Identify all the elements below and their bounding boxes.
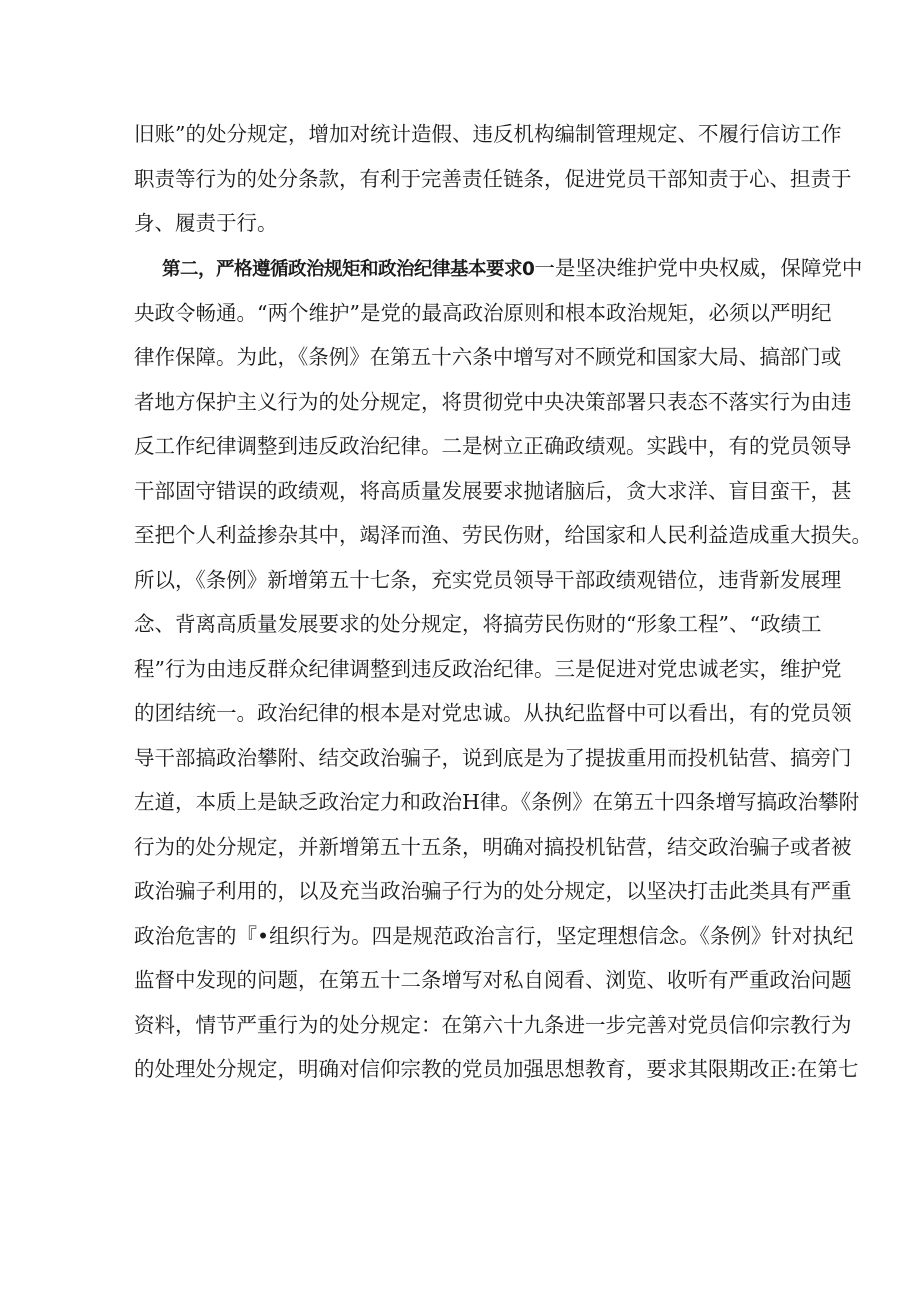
paragraph-line: 央政令畅通。“两个维护”是党的最高政治原则和根本政治规矩，必须以严明纪 [134, 300, 832, 325]
paragraph-line: 身、履责于行。 [134, 211, 278, 235]
paragraph-line [134, 1092, 792, 1137]
paragraph-line: 的处理处分规定，明确对信仰宗教的党员加强思想教育，要求其限期改正:在第七 [134, 1057, 859, 1081]
paragraph-line: 念、背离高质量发展要求的处分规定，将搞劳民伤财的“形象工程”、“政绩工 [134, 612, 822, 636]
paragraph-line: 监督中发现的问题，在第五十二条增写对私自阅看、浏览、收听有严重政治问题 [134, 968, 852, 992]
section-heading: 第二，严格遵循政治规矩和政治纪律基本要求0 [162, 259, 535, 280]
paragraph-line: 至把个人利益掺杂其中，竭泽而渔、劳民伤财，给国家和人民利益造成重大损失。 [134, 523, 872, 547]
paragraph-line: 程”行为由违反群众纪律调整到违反政治纪律。三是促进对党忠诚老实，维护党 [134, 656, 842, 681]
paragraph-line: 所以，《条例》新增第五十七条，充实党员领导干部政绩观错位，违背新发展理 [134, 567, 842, 592]
paragraph-line: 者地方保护主义行为的处分规定，将贯彻党中央决策部署只表态不落实行为由违 [134, 389, 852, 414]
paragraph-line: 左道，本质上是缺乏政治定力和政治H律。《条例》在第五十四条增写搞政治攀附 [134, 790, 860, 814]
paragraph-line: 行为的处分规定，并新增第五十五条，明确对搞投机钻营，结交政治骗子或者被 [134, 834, 852, 859]
paragraph-line: 律作保障。为此，《条例》在第五十六条中增写对不顾党和国家大局、搞部门或 [134, 345, 842, 369]
paragraph-line: 旧账”的处分规定，增加对统计造假、违反机构编制管理规定、不履行信访工作 [134, 122, 842, 146]
paragraph-line: 导干部搞政治攀附、结交政治骗子，说到底是为了提拔重用而投机钻营、搞旁门 [134, 745, 852, 770]
paragraph-line: 资料，情节严重行为的处分规定：在第六十九条进一步完善对党员信仰宗教行为 [134, 1012, 852, 1037]
paragraph-line: 干部固守错误的政绩观，将高质量发展要求抛诸脑后，贪大求洋、盲目蛮干，甚 [134, 478, 852, 503]
paragraph-line: 职责等行为的处分条款，有利于完善责任链条，促进党员干部知责于心、担责于 [134, 166, 852, 191]
first-line-rest: 一是坚决维护党中央权威，保障党中 [534, 256, 863, 280]
paragraph-1 [134, 112, 852, 246]
paragraph-line: 政治骗子利用的，以及充当政治骗子行为的处分规定，以坚决打击此类具有严重 [134, 879, 852, 903]
paragraph-2 [134, 246, 872, 1136]
paragraph-line: 政治危害的『•组织行为。四是规范政治言行，坚定理想信念。《条例》针对执纪 [134, 923, 854, 948]
paragraph-line: 的团结统一。政治纪律的根本是对党忠诚。从执纪监督中可以看出，有的党员领 [134, 701, 852, 725]
paragraph-first-line [134, 246, 863, 291]
paragraph-line: 反工作纪律调整到违反政治纪律。二是树立正确政绩观。实践中，有的党员领导 [134, 434, 852, 458]
